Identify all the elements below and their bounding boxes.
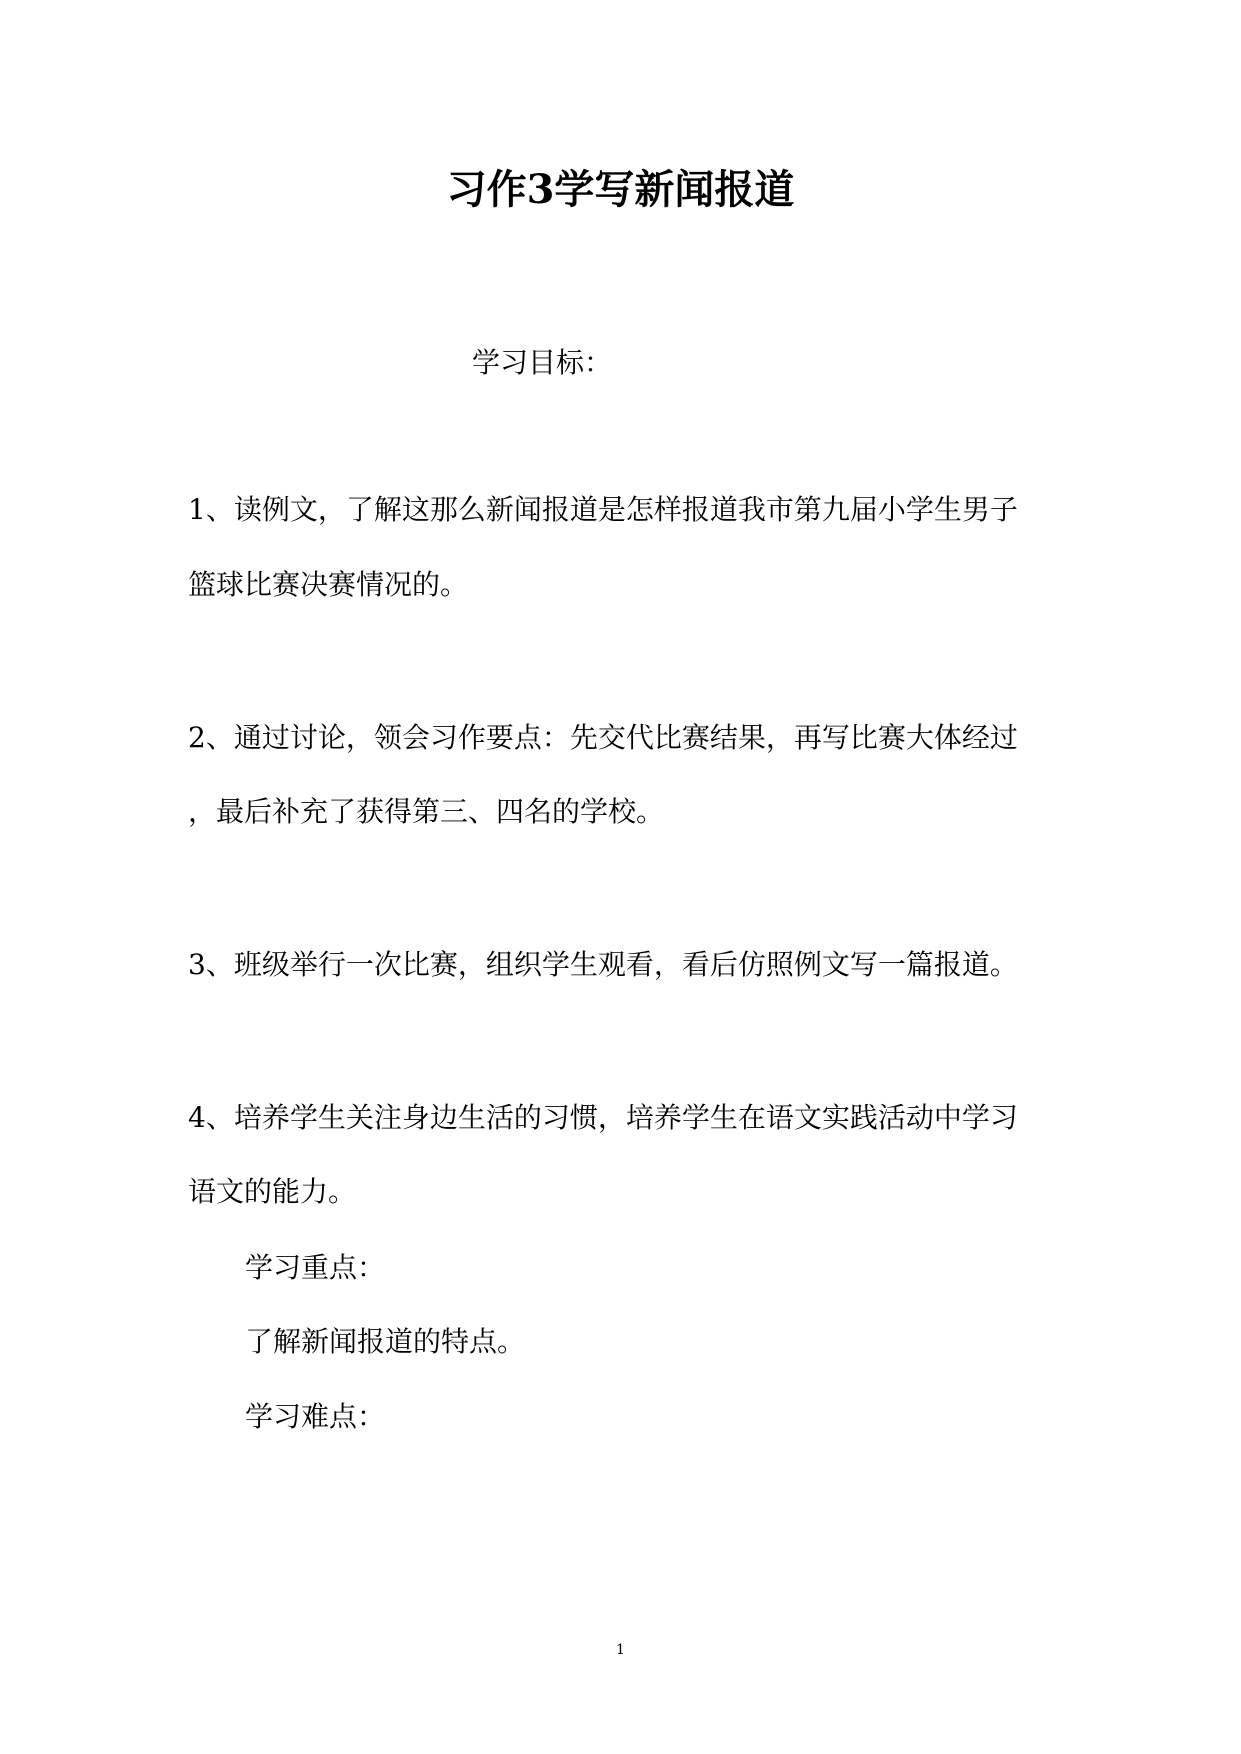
page-title: 习作3学写新闻报道 xyxy=(446,166,795,213)
objectives-heading: 学习目标： xyxy=(472,346,613,379)
objective-3-line-1: 3、班级举行一次比赛，组织学生观看，看后仿照例文写一篇报道。 xyxy=(188,948,1018,981)
key-points-heading: 学习重点： xyxy=(245,1251,386,1284)
objective-2-line-2: ，最后补充了获得第三、四名的学校。 xyxy=(188,795,665,828)
page-number: 1 xyxy=(616,1642,625,1658)
difficulties-heading: 学习难点： xyxy=(245,1400,386,1433)
objective-4-line-2: 语文的能力。 xyxy=(188,1175,357,1208)
key-points-text: 了解新闻报道的特点。 xyxy=(245,1325,526,1358)
objective-1-line-2: 篮球比赛决赛情况的。 xyxy=(188,568,469,601)
objective-1-line-1: 1、读例文，了解这那么新闻报道是怎样报道我市第九届小学生男子 xyxy=(188,493,1018,526)
objective-2-line-1: 2、通过讨论，领会习作要点：先交代比赛结果，再写比赛大体经过 xyxy=(188,721,1018,754)
objective-4-line-1: 4、培养学生关注身边生活的习惯，培养学生在语文实践活动中学习 xyxy=(188,1101,1018,1134)
